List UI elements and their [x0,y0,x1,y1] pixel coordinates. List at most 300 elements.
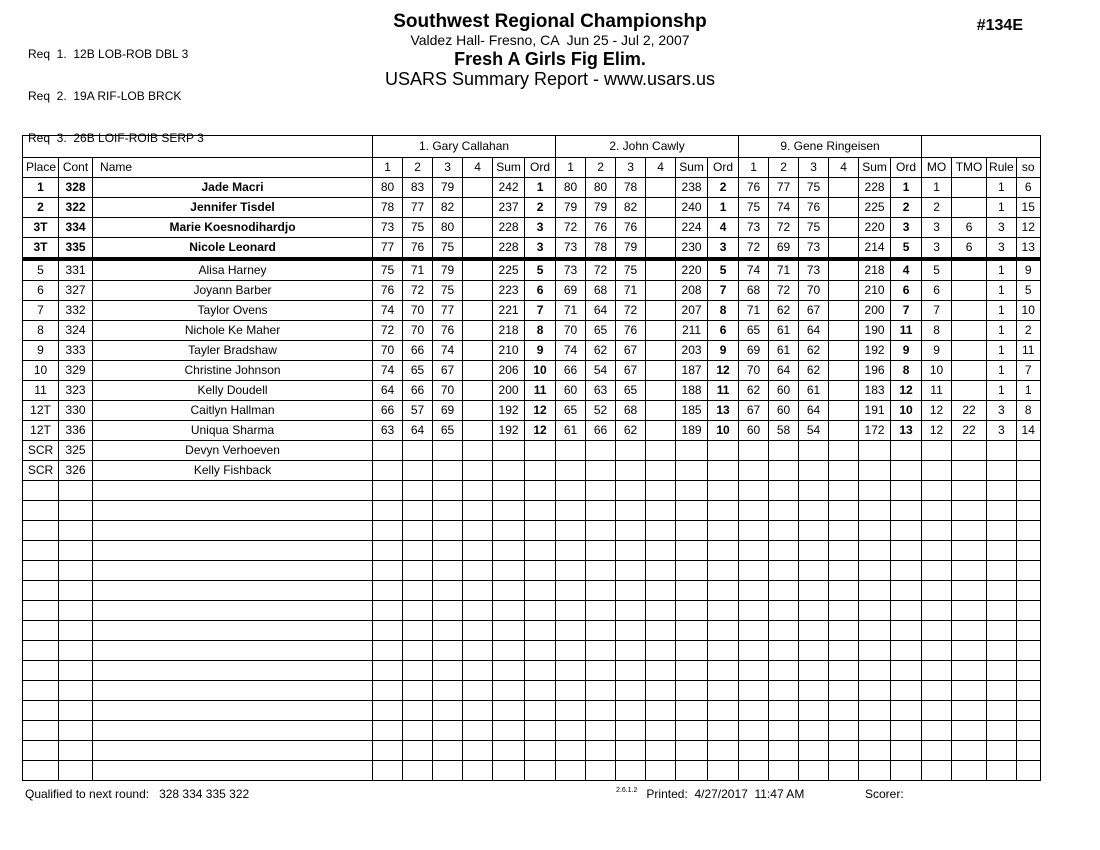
cell-sum: 187 [676,361,708,381]
cell-score: 60 [556,381,586,401]
empty-cell [586,541,616,561]
empty-cell [493,721,525,741]
cell-mo: 11 [922,381,952,401]
empty-cell [59,561,93,581]
col-header-4: 4 [463,158,493,178]
cell-ord: 12 [708,361,739,381]
empty-cell [859,701,891,721]
empty-cell [922,721,952,741]
judge-header-2: 2. John Cawly [556,136,739,158]
table-row [23,281,1041,301]
cell-score: 70 [799,281,829,301]
cell-name: Uniqua Sharma [93,421,373,441]
cell-ord: 9 [891,341,922,361]
empty-cell [93,661,373,681]
empty-cell [525,501,556,521]
empty-cell [493,561,525,581]
empty-cell [829,641,859,661]
empty-cell [799,721,829,741]
cell-score: 77 [373,238,403,260]
cell-score [463,301,493,321]
empty-cell [708,661,739,681]
empty-cell [463,601,493,621]
empty-cell [59,661,93,681]
empty-cell [676,681,708,701]
cell-score: 72 [403,281,433,301]
empty-cell [403,501,433,521]
table-row [23,461,1041,481]
cell-so: 14 [1016,421,1040,441]
empty-cell [93,561,373,581]
empty-cell [829,541,859,561]
empty-cell [922,501,952,521]
cell-tmo [952,441,987,461]
empty-cell [891,681,922,701]
empty-cell [646,701,676,721]
empty-cell [463,661,493,681]
cell-score: 61 [769,341,799,361]
cell-ord: 11 [708,381,739,401]
cell-cont: 325 [59,441,93,461]
column-header-row [23,158,1041,178]
cell-score: 64 [373,381,403,401]
empty-cell [1016,621,1040,641]
col-header-ord: Ord [891,158,922,178]
cell-rule: 1 [987,361,1017,381]
cell-cont: 329 [59,361,93,381]
cell-score [646,238,676,260]
cell-score [433,461,463,481]
empty-cell [59,501,93,521]
empty-cell [922,541,952,561]
empty-cell [525,641,556,661]
cell-sum: 206 [493,361,525,381]
empty-cell [952,481,987,501]
cell-sum: 242 [493,178,525,198]
empty-cell [493,601,525,621]
empty-cell [1016,541,1040,561]
empty-cell [952,521,987,541]
cell-so: 13 [1016,238,1040,260]
cell-sum: 214 [859,238,891,260]
cell-score: 65 [433,421,463,441]
col-header-3: 3 [433,158,463,178]
cell-score: 75 [739,198,769,218]
cell-ord: 13 [708,401,739,421]
empty-cell [769,581,799,601]
empty-cell [891,581,922,601]
cell-score: 62 [799,361,829,381]
cell-place: SCR [23,441,59,461]
cell-cont: 327 [59,281,93,301]
empty-cell [646,541,676,561]
cell-score: 72 [769,218,799,238]
empty-cell [616,481,646,501]
cell-score [646,401,676,421]
empty-cell [676,501,708,521]
empty-cell [493,521,525,541]
cell-sum: 230 [676,238,708,260]
cell-sum: 196 [859,361,891,381]
cell-score [463,198,493,218]
cell-cont: 326 [59,461,93,481]
empty-cell [739,561,769,581]
empty-cell [799,601,829,621]
cell-place: 11 [23,381,59,401]
cell-cont: 333 [59,341,93,361]
empty-cell [1016,741,1040,761]
cell-score [769,461,799,481]
cell-sum: 192 [859,341,891,361]
cell-sum [493,461,525,481]
empty-cell [93,541,373,561]
col-header-3: 3 [799,158,829,178]
empty-cell [586,581,616,601]
title-block [0,11,1100,90]
cell-score: 65 [403,361,433,381]
cell-ord: 3 [525,238,556,260]
cell-tmo: 6 [952,218,987,238]
empty-cell [799,501,829,521]
empty-cell [463,621,493,641]
empty-cell [987,641,1017,661]
empty-row [23,501,1041,521]
cell-score: 79 [433,178,463,198]
empty-cell [403,581,433,601]
empty-cell [829,681,859,701]
cell-sum: 200 [493,381,525,401]
empty-row [23,561,1041,581]
empty-cell [556,581,586,601]
empty-cell [586,601,616,621]
cell-score: 67 [433,361,463,381]
empty-cell [403,761,433,781]
empty-cell [373,741,403,761]
cell-score [646,281,676,301]
empty-cell [403,481,433,501]
empty-cell [463,761,493,781]
empty-cell [1016,601,1040,621]
empty-cell [493,581,525,601]
empty-row [23,701,1041,721]
empty-row [23,481,1041,501]
cell-sum: 200 [859,301,891,321]
empty-cell [433,581,463,601]
cell-ord: 4 [891,259,922,281]
empty-cell [93,641,373,661]
cell-sum: 225 [859,198,891,218]
empty-cell [859,501,891,521]
empty-cell [93,521,373,541]
empty-cell [463,521,493,541]
empty-cell [987,721,1017,741]
cell-score: 75 [799,178,829,198]
empty-cell [525,661,556,681]
empty-cell [403,541,433,561]
cell-score: 78 [586,238,616,260]
cell-score: 79 [556,198,586,218]
cell-score: 65 [586,321,616,341]
cell-sum: 228 [859,178,891,198]
cell-sum: 208 [676,281,708,301]
empty-cell [859,721,891,741]
empty-cell [373,721,403,741]
cell-name: Marie Koesnodihardjo [93,218,373,238]
cell-score: 79 [586,198,616,218]
empty-cell [987,701,1017,721]
cell-score: 68 [616,401,646,421]
cell-score [829,301,859,321]
cell-score [646,198,676,218]
cell-rule [987,461,1017,481]
cell-ord: 1 [891,178,922,198]
empty-cell [676,601,708,621]
empty-cell [922,661,952,681]
cell-score: 62 [739,381,769,401]
cell-sum: 211 [676,321,708,341]
cell-score [646,461,676,481]
empty-cell [59,541,93,561]
empty-cell [1016,661,1040,681]
empty-cell [556,601,586,621]
empty-cell [59,601,93,621]
cell-score: 66 [373,401,403,421]
cell-rule: 3 [987,401,1017,421]
empty-cell [708,541,739,561]
empty-cell [769,761,799,781]
cell-score: 67 [616,341,646,361]
empty-cell [646,561,676,581]
empty-cell [403,561,433,581]
cell-score: 72 [373,321,403,341]
empty-cell [859,521,891,541]
qualified-line: Qualified to next round: 328 334 335 322 [25,787,250,801]
empty-cell [525,741,556,761]
empty-cell [525,601,556,621]
empty-cell [646,641,676,661]
col-header-place: Place [23,158,59,178]
empty-cell [433,761,463,781]
empty-cell [952,761,987,781]
report-type: USARS Summary Report - www.usars.us [384,69,716,89]
table-row [23,321,1041,341]
empty-cell [556,741,586,761]
empty-cell [433,701,463,721]
empty-cell [586,561,616,581]
empty-cell [769,481,799,501]
table-row [23,381,1041,401]
empty-cell [859,481,891,501]
cell-place: 6 [23,281,59,301]
cell-score: 76 [616,321,646,341]
cell-score: 76 [616,218,646,238]
empty-cell [676,481,708,501]
empty-cell [493,741,525,761]
empty-cell [23,521,59,541]
empty-cell [891,561,922,581]
col-header-sum: Sum [859,158,891,178]
cell-score [646,341,676,361]
cell-sum: 223 [493,281,525,301]
cell-so: 1 [1016,381,1040,401]
empty-cell [1016,701,1040,721]
empty-cell [987,521,1017,541]
empty-row [23,721,1041,741]
cell-sum: 188 [676,381,708,401]
empty-cell [952,641,987,661]
cell-score: 66 [586,421,616,441]
cell-sum: 191 [859,401,891,421]
cell-score: 72 [556,218,586,238]
cell-ord: 6 [708,321,739,341]
cell-ord: 3 [525,218,556,238]
cell-score: 82 [616,198,646,218]
empty-cell [799,621,829,641]
empty-cell [556,681,586,701]
empty-cell [769,721,799,741]
cell-ord: 12 [525,421,556,441]
cell-sum [859,441,891,461]
empty-cell [952,561,987,581]
cell-score: 71 [556,301,586,321]
cell-ord [525,461,556,481]
cell-so: 10 [1016,301,1040,321]
scorer-label: Scorer: [865,787,904,801]
cell-score [829,238,859,260]
empty-cell [987,661,1017,681]
table-row [23,218,1041,238]
empty-cell [739,741,769,761]
empty-cell [922,601,952,621]
cell-score: 67 [616,361,646,381]
cell-mo [922,441,952,461]
empty-cell [829,561,859,581]
col-header-ord: Ord [525,158,556,178]
cell-score: 73 [373,218,403,238]
cell-score: 76 [403,238,433,260]
cell-place: 9 [23,341,59,361]
empty-cell [859,541,891,561]
cell-score: 76 [373,281,403,301]
empty-cell [952,581,987,601]
empty-cell [646,761,676,781]
empty-cell [891,741,922,761]
empty-cell [987,621,1017,641]
empty-cell [739,521,769,541]
empty-row [23,661,1041,681]
empty-cell [23,621,59,641]
empty-cell [525,581,556,601]
cell-mo: 1 [922,178,952,198]
empty-cell [676,761,708,781]
empty-cell [922,481,952,501]
empty-cell [433,621,463,641]
empty-cell [987,581,1017,601]
empty-cell [23,481,59,501]
empty-cell [891,521,922,541]
empty-cell [859,581,891,601]
empty-cell [373,501,403,521]
table-row [23,198,1041,218]
cell-score: 70 [403,301,433,321]
empty-cell [676,701,708,721]
empty-cell [556,501,586,521]
empty-cell [829,521,859,541]
cell-score: 66 [403,341,433,361]
empty-cell [586,521,616,541]
cell-score: 80 [373,178,403,198]
empty-cell [463,541,493,561]
empty-cell [616,701,646,721]
empty-cell [769,741,799,761]
empty-cell [59,481,93,501]
empty-cell [403,661,433,681]
cell-score: 76 [739,178,769,198]
empty-cell [433,481,463,501]
cell-mo: 5 [922,259,952,281]
cell-sum: 207 [676,301,708,321]
requirement-line: Req 3. 26B LOIF-ROIB SERP 3 [28,131,204,145]
cell-score [463,421,493,441]
empty-cell [922,641,952,661]
cell-name: Taylor Ovens [93,301,373,321]
cell-ord [891,441,922,461]
empty-cell [739,541,769,561]
empty-cell [769,621,799,641]
empty-cell [23,741,59,761]
cell-score: 64 [586,301,616,321]
cell-name: Joyann Barber [93,281,373,301]
empty-cell [93,721,373,741]
empty-cell [463,481,493,501]
cell-ord: 8 [525,321,556,341]
judge-header-row [23,136,1041,158]
cell-score: 69 [769,238,799,260]
requirement-line: Req 2. 19A RIF-LOB BRCK [28,89,182,103]
empty-cell [433,601,463,621]
cell-score [463,441,493,461]
cell-score [829,218,859,238]
cell-place: 10 [23,361,59,381]
empty-cell [987,601,1017,621]
cell-name: Kelly Doudell [93,381,373,401]
cell-ord: 5 [525,259,556,281]
cell-score: 69 [433,401,463,421]
empty-cell [433,641,463,661]
cell-score [829,401,859,421]
cell-tmo [952,301,987,321]
cell-ord: 5 [708,259,739,281]
empty-cell [525,701,556,721]
empty-cell [556,621,586,641]
cell-score [463,321,493,341]
empty-row [23,541,1041,561]
cell-score: 57 [403,401,433,421]
cell-score [373,461,403,481]
cell-score [463,401,493,421]
empty-cell [403,601,433,621]
empty-cell [616,641,646,661]
printed-line [616,787,804,801]
empty-cell [525,541,556,561]
cell-sum: 185 [676,401,708,421]
cell-tmo [952,361,987,381]
cell-ord: 10 [708,421,739,441]
empty-cell [59,741,93,761]
cell-score: 72 [739,238,769,260]
cell-score: 54 [586,361,616,381]
cell-score: 68 [586,281,616,301]
